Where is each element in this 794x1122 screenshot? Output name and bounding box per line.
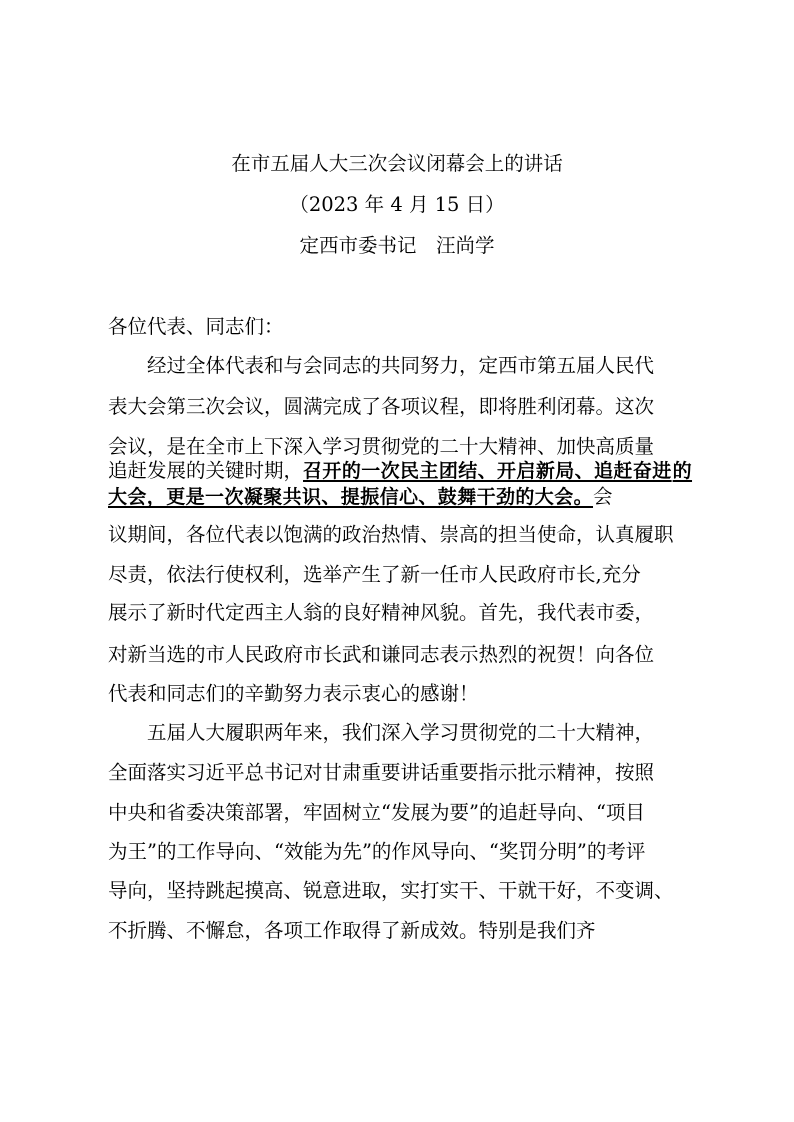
speech-author: 定西市委书记 汪尚学 [299,234,495,257]
salutation: 各位代表、同志们： [108,315,284,338]
body-line: 中央和省委决策部署，牢固树立“发展为要”的追赶导向、“项目 [108,801,645,824]
body-line: 不折腾、不懈怠，各项工作取得了新成效。特别是我们齐 [108,919,596,942]
speech-title: 在市五届人大三次会议闭幕会上的讲话 [231,152,563,175]
emphasis-text: 大会，更是一次凝聚共识、提振信心、鼓舞干劲的大会。 [108,486,594,508]
body-line: 议期间，各位代表以饱满的政治热情、崇高的担当使命，认真履职 [108,523,674,546]
emphasis-text: 的 [672,460,693,482]
body-line-mixed [108,458,692,484]
body-line: 导向，坚持跳起摸高、锐意进取，实打实干、干就干好，不变调、 [108,879,674,902]
emphasis-text: 召开的一次民主团结、开启新局、追赶奋进 [303,460,672,482]
body-line: 全面落实习近平总书记对甘肃重要讲话重要指示批示精神，按照 [108,761,655,784]
body-line: 五届人大履职两年来，我们深入学习贯彻党的二十大精神， [147,721,655,744]
body-line-mixed [108,484,613,510]
body-text: 追赶发展的关键时期， [108,459,304,482]
body-line: 代表和同志们的辛勤努力表示衷心的感谢！ [108,682,479,705]
body-line: 经过全体代表和与会同志的共同努力，定西市第五届人民代 [147,354,655,377]
body-text: 会 [593,485,613,508]
body-line: 为王”的工作导向、“效能为先”的作风导向、“奖罚分明”的考评 [108,840,646,863]
body-line: 对新当选的市人民政府市长武和谦同志表示热烈的祝贺！向各位 [108,643,655,666]
speech-date: （2023 年 4 月 15 日） [289,193,505,216]
body-line: 尽责，依法行使权利，选举产生了新一任市人民政府市长,充分 [108,563,641,586]
body-line: 表大会第三次会议，圆满完成了各项议程，即将胜利闭幕。这次 [108,395,655,418]
body-line: 展示了新时代定西主人翁的良好精神风貌。首先，我代表市委， [108,601,655,624]
body-line: 会议，是在全市上下深入学习贯彻党的二十大精神、加快高质量 [108,435,655,458]
